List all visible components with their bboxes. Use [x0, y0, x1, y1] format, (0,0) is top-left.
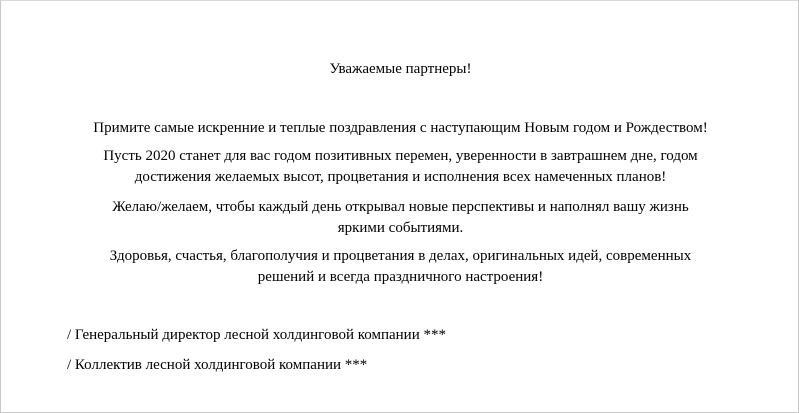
paragraph-2-line-2: достижения желаемых высот, процветания и исполнения всех намеченных планов! [134, 169, 667, 185]
paragraph-2-line-1: Пусть 2020 станет для вас годом позитивных перемен, уверенности в завтрашнем дне, годом [103, 148, 698, 164]
paragraph-4-line-2: решений и всегда праздничного настроения! [257, 269, 544, 285]
paragraph-3-line-2: яркими событиями. [337, 220, 464, 236]
greeting: Уважаемые партнеры! [329, 61, 472, 77]
paragraph-3-line-1: Желаю/желаем, чтобы каждый день открывал новые перспективы и наполнял вашу жизнь [112, 199, 689, 215]
signature-collective: / Коллектив лесной холдинговой компании *** [67, 357, 368, 373]
signature-director: / Генеральный директор лесной холдинговой компании *** [67, 327, 446, 343]
paragraph-1-line-1: Примите самые искренние и теплые поздравления с наступающим Новым годом и Рождеством! [93, 120, 708, 136]
paragraph-4-line-1: Здоровья, счастья, благополучия и процветания в делах, оригинальных идей, современных [109, 248, 692, 264]
